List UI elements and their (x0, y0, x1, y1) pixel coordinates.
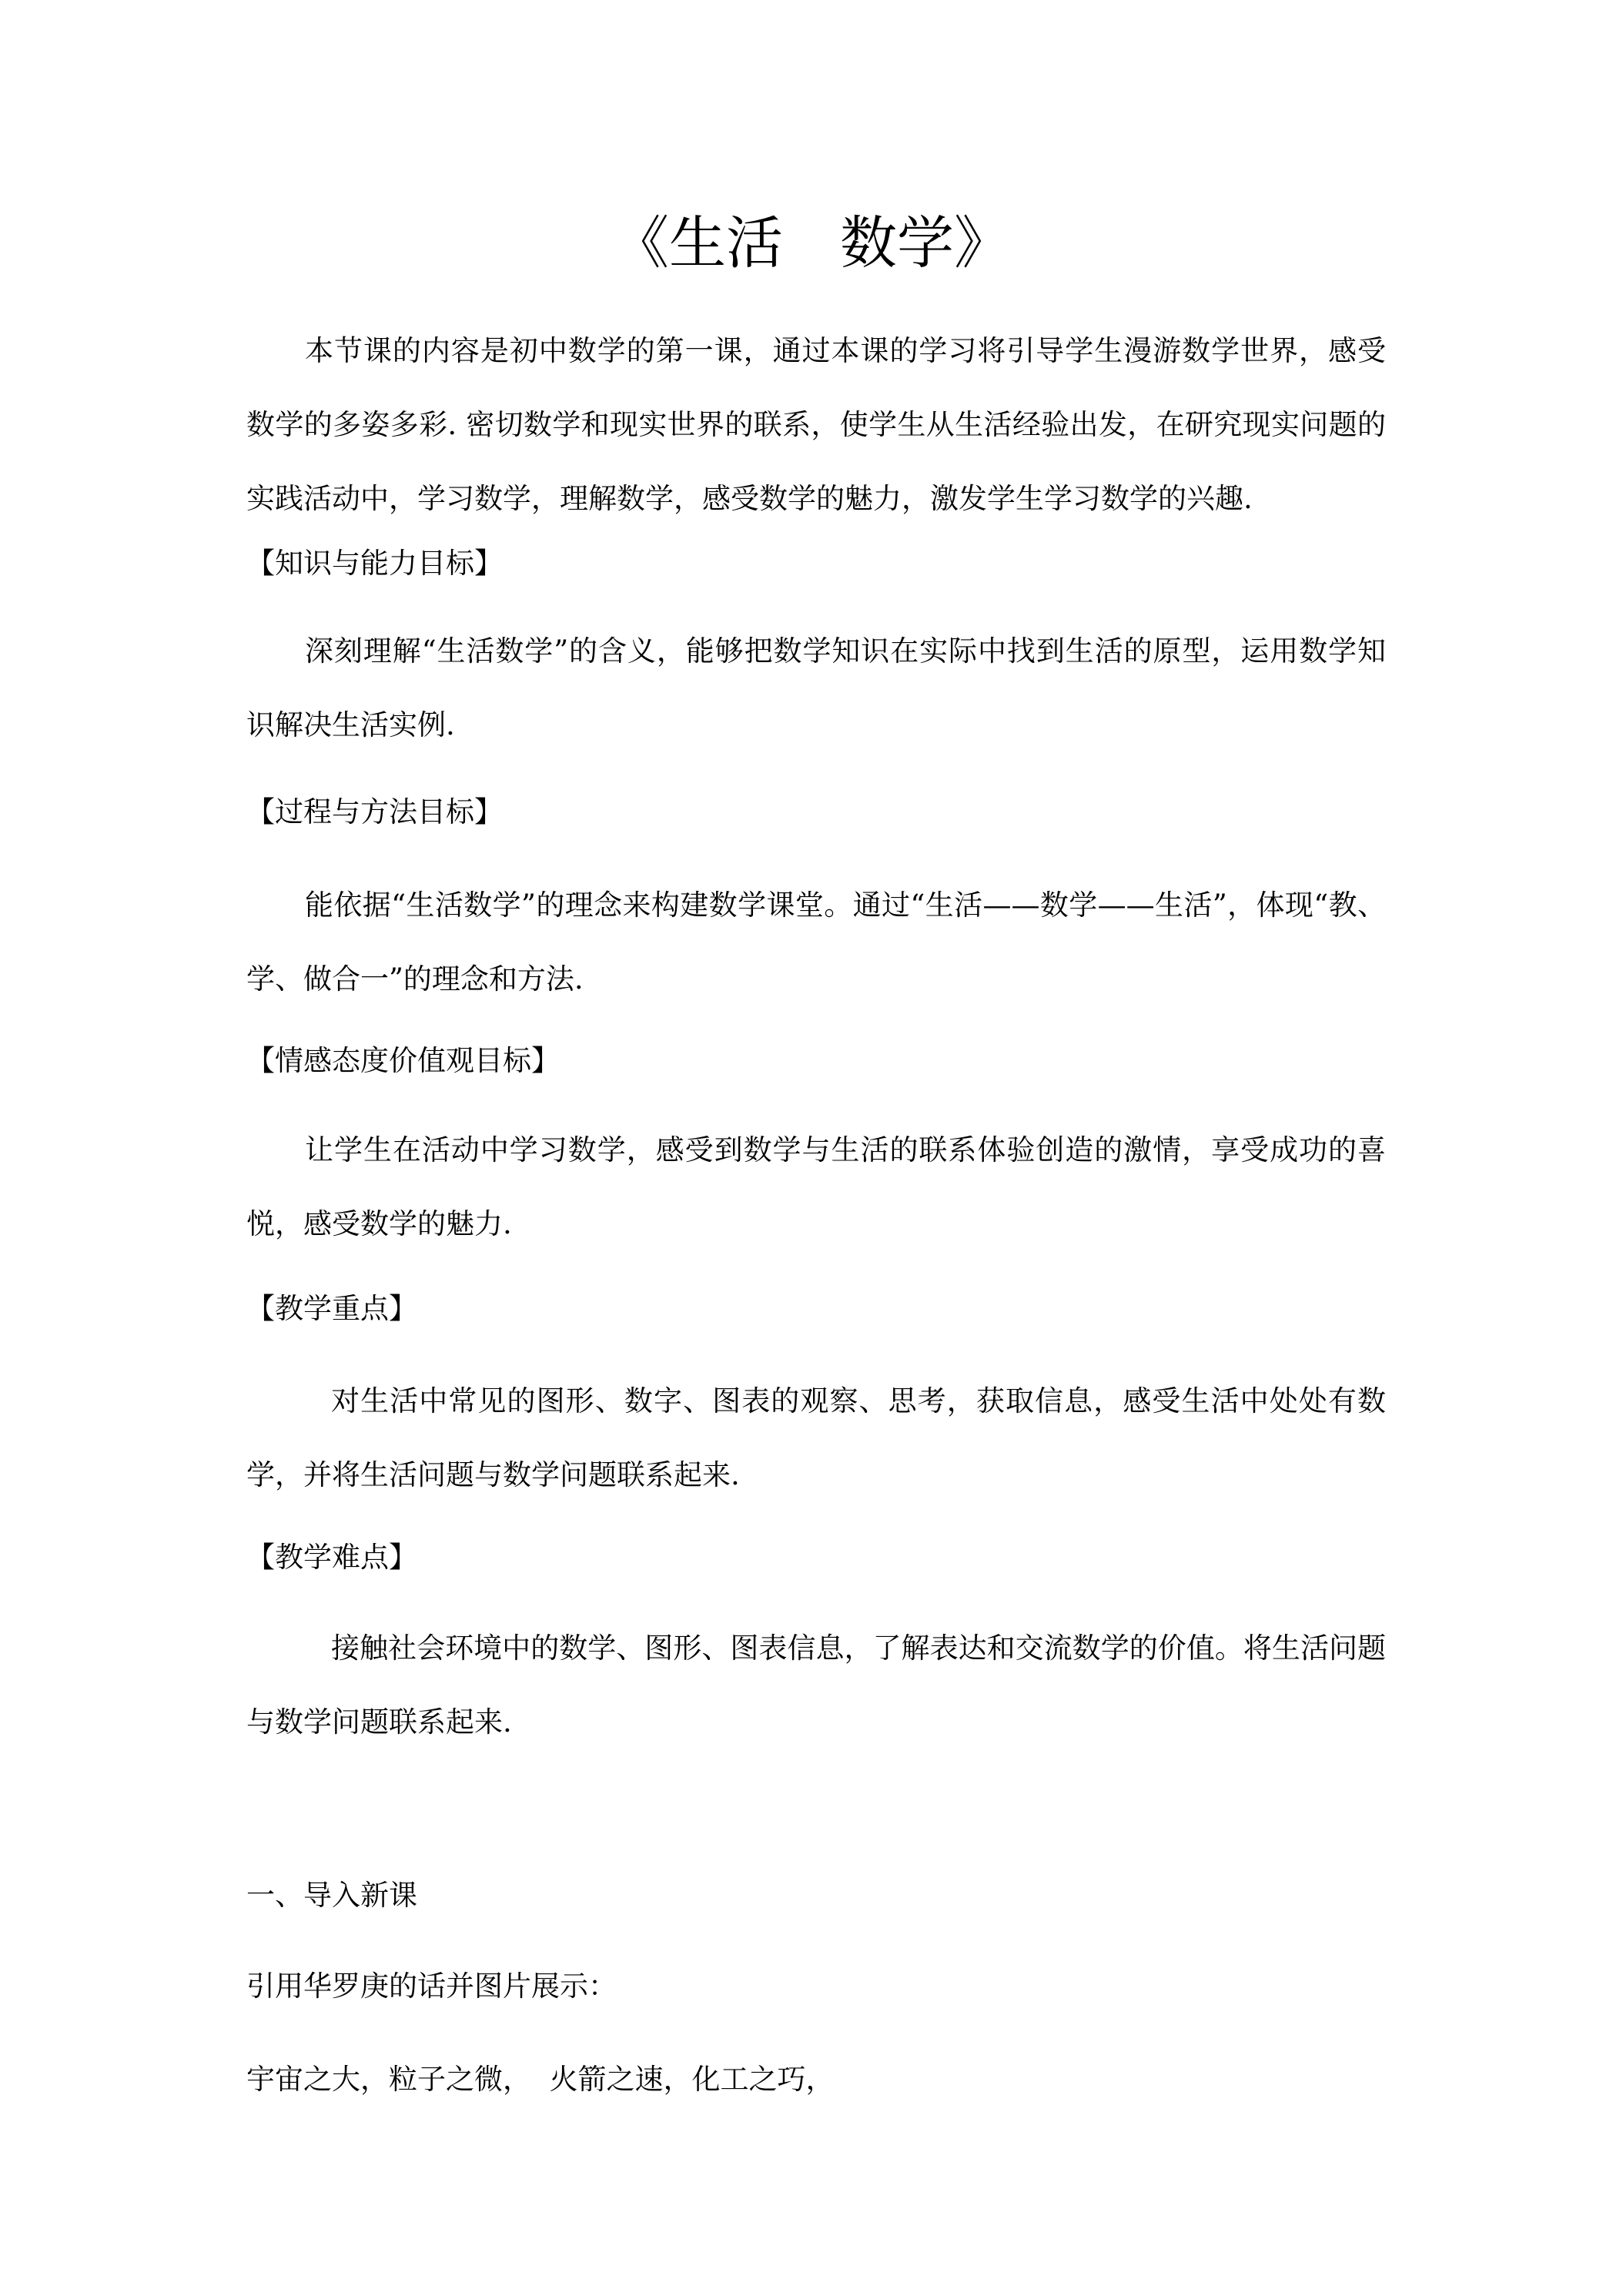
section-body-attitude: 让学生在活动中学习数学，感受到数学与生活的联系体验创造的激情，享受成功的喜悦，感受数学的魅力. (246, 1133, 1386, 1240)
section-heading-difficulties: 【教学难点】 (246, 1541, 417, 1574)
lesson-heading: 一、导入新课 (246, 1879, 417, 1912)
lesson-lead: 引用华罗庚的话并图片展示： (246, 1970, 617, 2003)
section-heading-process: 【过程与方法目标】 (246, 795, 503, 828)
section-body-difficulties: 接触社会环境中的数学、图形、图表信息，了解表达和交流数学的价值。将生活问题与数学问题联系起来. (246, 1632, 1386, 1739)
section-body-process: 能依据“生活数学”的理念来构建数学课堂。通过“生活——数学——生活”，体现“教、学、做合一”的理念和方法. (246, 889, 1386, 996)
section-heading-attitude: 【情感态度价值观目标】 (246, 1044, 560, 1077)
section-heading-knowledge: 【知识与能力目标】 (246, 547, 503, 580)
section-heading-key-points: 【教学重点】 (246, 1292, 417, 1325)
section-body-key-points: 对生活中常见的图形、数字、图表的观察、思考，获取信息，感受生活中处处有数学，并将生活问题与数学问题联系起来. (246, 1384, 1386, 1491)
intro-paragraph: 本节课的内容是初中数学的第一课，通过本课的学习将引导学生漫游数学世界，感受数学的多姿多彩. 密切数学和现实世界的联系，使学生从生活经验出发，在研究现实问题的实践活动中，学习数学，理解数学，感受数学的魅力，激发学生学习数学的兴趣. (246, 334, 1386, 515)
section-body-knowledge: 深刻理解“生活数学”的含义，能够把数学知识在实际中找到生活的原型，运用数学知识解决生活实例. (246, 634, 1386, 741)
lesson-quote: 宇宙之大，粒子之微， 火箭之速，化工之巧， (246, 2063, 835, 2096)
document-title: 《生活 数学》 (612, 210, 1011, 276)
